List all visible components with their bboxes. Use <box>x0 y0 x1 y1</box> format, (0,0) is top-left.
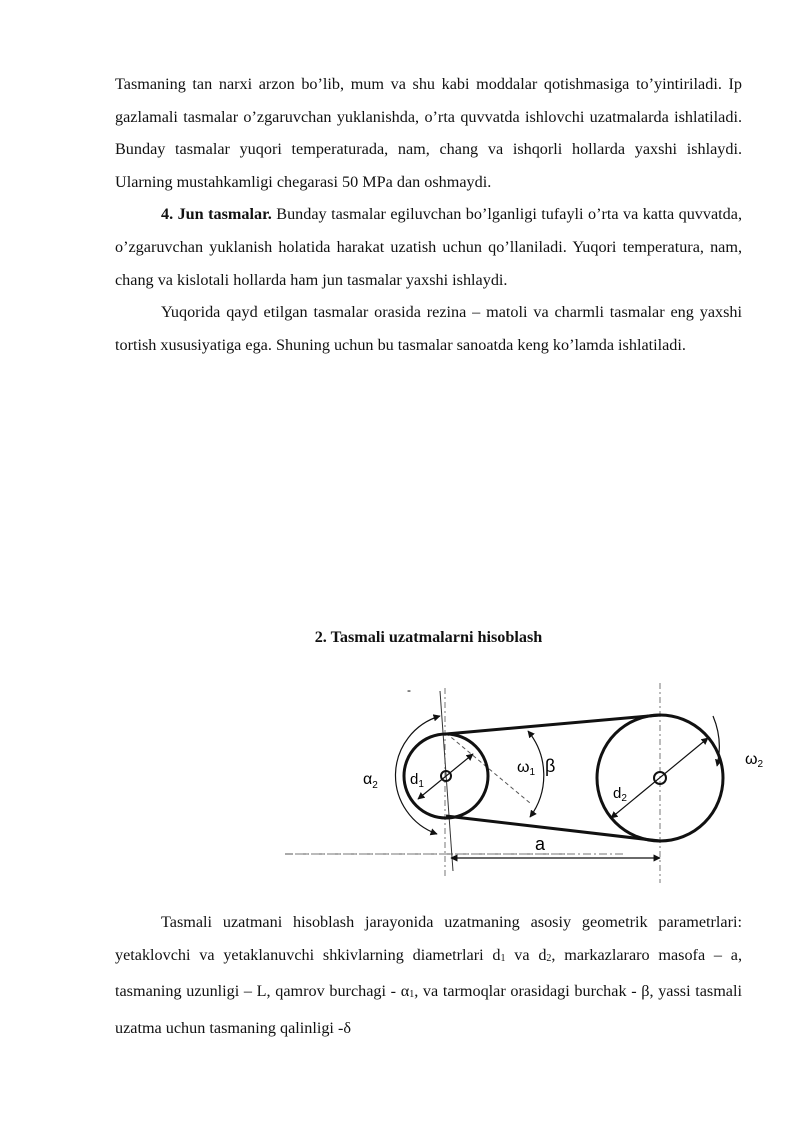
belt-lower-strand <box>446 816 660 841</box>
paragraph-cotton-belts: Tasmaning tan narxi arzon bo’lib, mum va shu kabi moddalar qotishmasiga to’yintiriladi. Ip gazlamali tasmalar o’zgaruvchan yuklanishda, o’rta quvvatda ishlovchi uzatmalarda ishlatiladi. Bunday tasmalar yuqori temperaturada, nam, chang va ishqorli hollarda yaxshi ishlaydi. Ularning mustahkamligi chegarasi 50 MPa dan oshmaydi. <box>115 75 742 191</box>
paragraph-summary: Yuqorida qayd etilgan tasmalar orasida rezina – matoli va charmli tasmalar eng yaxshi tortish xususiyatiga ega. Shuning uchun bu tasmalar sanoatda keng ko’lamda ishlatiladi. <box>115 303 742 354</box>
final-paragraph-block <box>115 906 742 1044</box>
alpha2-label: $\alpha_2$ <box>363 771 378 791</box>
paragraph-wool-belts <box>115 198 742 296</box>
omega2-label: ω2 <box>745 751 764 770</box>
distance-a-label: a <box>535 834 546 854</box>
omega1-label: ω1 <box>517 759 536 778</box>
wool-belts-heading: 4. Jun tasmalar. <box>161 205 272 224</box>
section-heading: 2. Tasmali uzatmalarni hisoblash <box>314 628 543 646</box>
document-page <box>115 68 764 1037</box>
omega2-arc <box>713 716 719 766</box>
dash-mark: - <box>407 683 411 697</box>
beta-label: β <box>545 756 556 776</box>
d1-label: $d_1$ <box>410 771 424 790</box>
belt-drive-diagram <box>245 683 764 886</box>
paragraph-geometric-parameters: Tasmali uzatmani hisoblash jarayonida uzatmaning asosiy geometrik parametrlari: yetaklovchi va yetaklanuvchi shkivlarning diametrlari $d_1$ va $d_2$, markazlararo masofa – a, tasmaning uzunligi – L, qamrov burchagi - $\alpha_1$, va tarmoqlar orasidagi burchak - β, yassi tasmali uzatma uchun tasmaning qalinligi -δ <box>115 913 743 1037</box>
d2-label: $d_2$ <box>613 785 627 804</box>
wool-belts-text: Bunday tasmalar egiluvchan bo’lganligi tufayli o’rta va katta quvvatda, o’zgaruvchan yuklanish holatida harakat uzatish uchun qo’llaniladi. Yuqori temperatura, nam, chang va kislotali hollarda ham jun tasmalar yaxshi ishlaydi. <box>115 205 742 289</box>
belt-drive-figure <box>245 683 764 891</box>
